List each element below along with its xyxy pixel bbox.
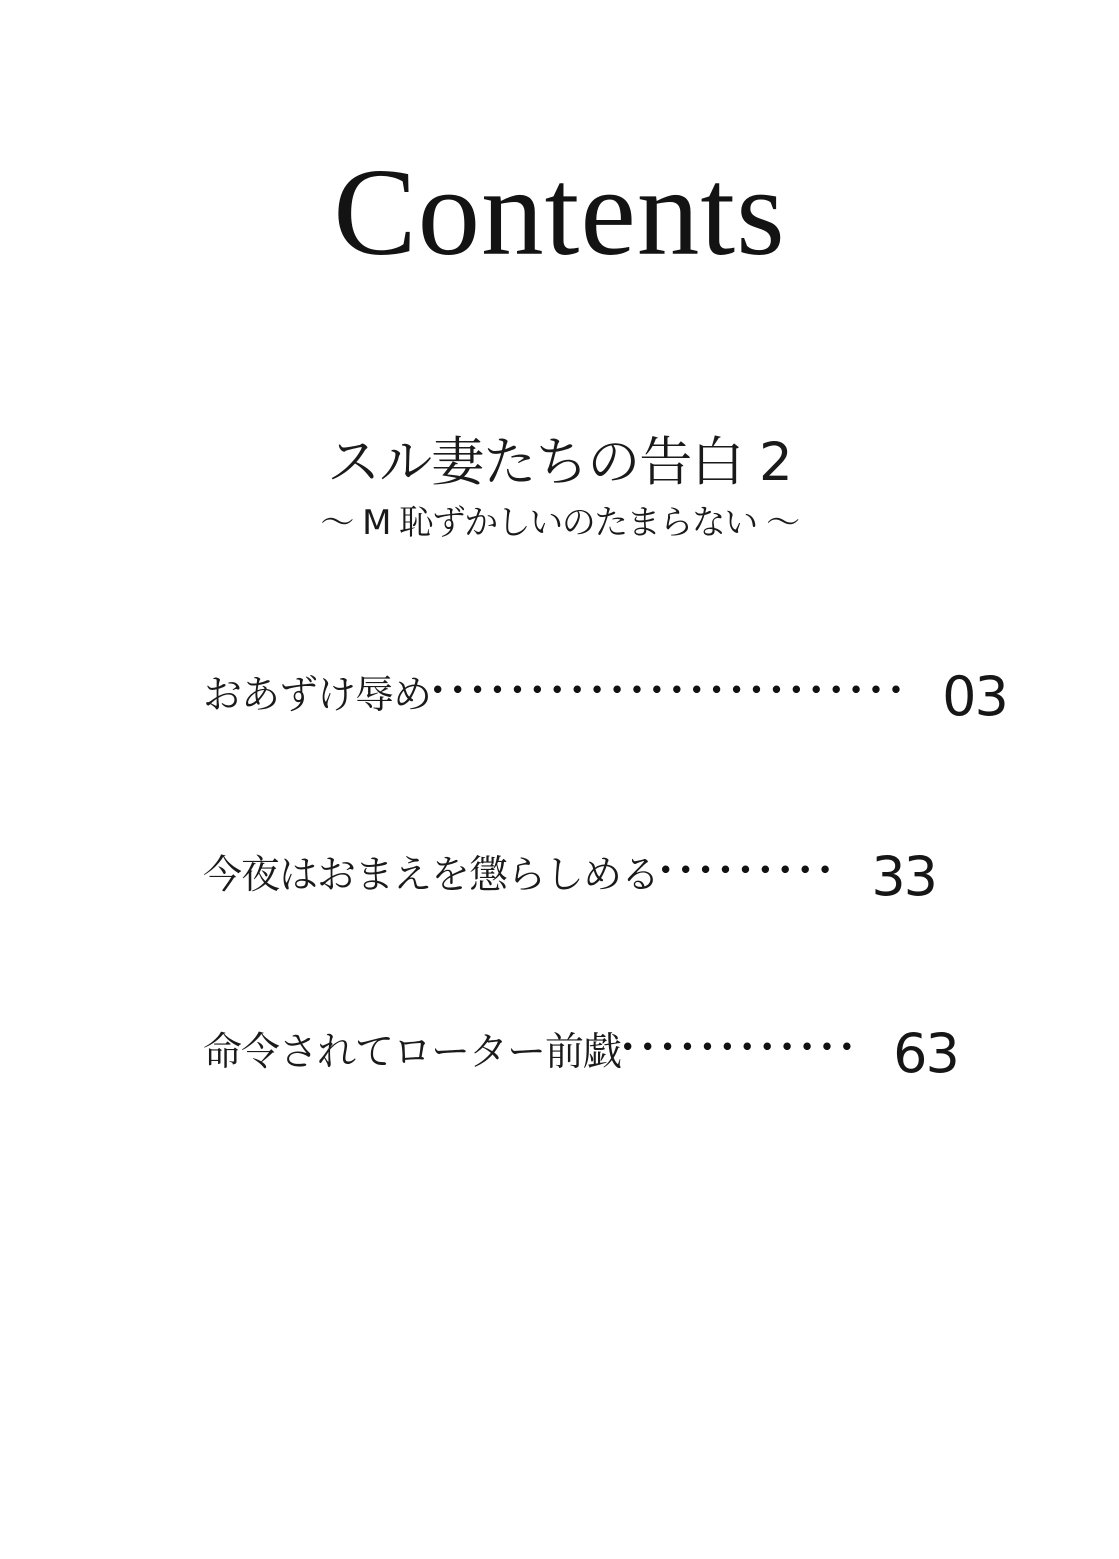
chapter-title: 今夜はおまえを懲らしめる bbox=[203, 853, 660, 898]
page-number: 63 bbox=[893, 1022, 958, 1085]
toc-entry-3 bbox=[203, 1020, 958, 1085]
contents-heading: Contents bbox=[333, 144, 786, 282]
chapter-title: おあずけ辱め bbox=[203, 673, 432, 718]
leader-dots: ••••••••• bbox=[659, 858, 839, 882]
page-number: 03 bbox=[942, 665, 1007, 728]
leader-dots: •••••••••••••••••••••••• bbox=[431, 678, 910, 702]
toc-entry-2 bbox=[203, 843, 937, 908]
book-title: スル妻たちの告白 2 bbox=[327, 432, 792, 493]
chapter-title: 命令されてローター前戯 bbox=[203, 1030, 622, 1075]
leader-dots: •••••••••••• bbox=[621, 1035, 861, 1059]
toc-entry-1 bbox=[203, 663, 1007, 728]
book-header bbox=[0, 431, 1119, 543]
page-number: 33 bbox=[871, 845, 937, 908]
book-subtitle: 〜 M 恥ずかしいのたまらない 〜 bbox=[320, 502, 799, 543]
